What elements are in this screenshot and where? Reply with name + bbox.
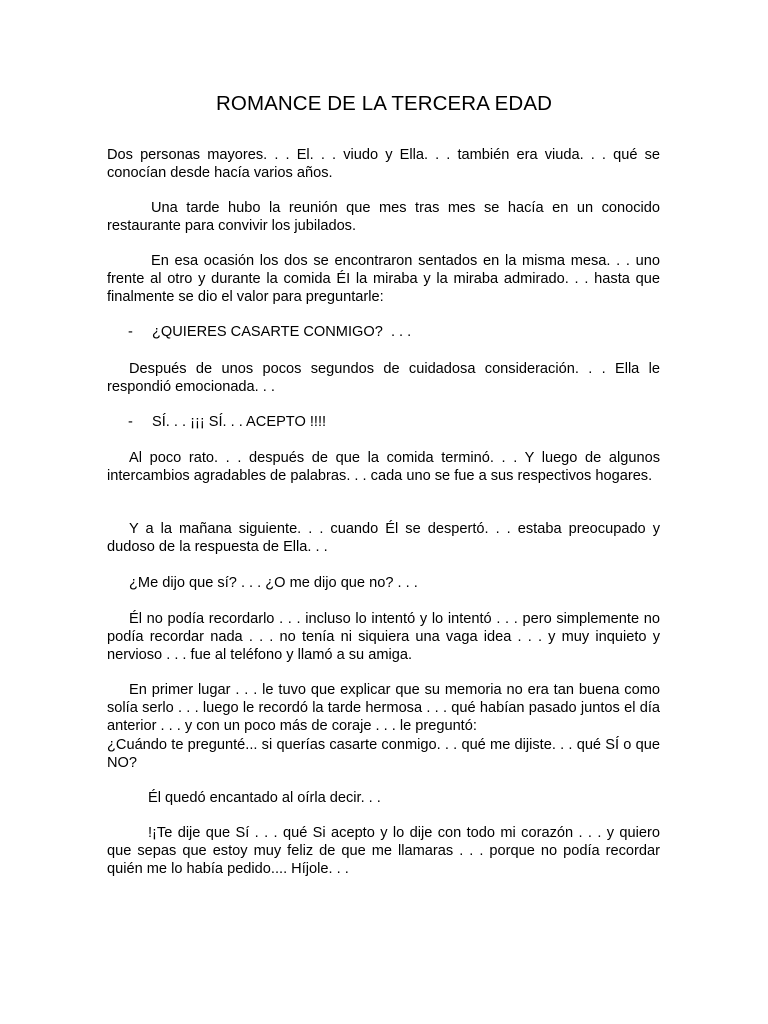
- paragraph-reunion: Una tarde hubo la reunión que mes tras mes se hacía en un conocido restaurante para convivir los jubilados.: [107, 200, 660, 235]
- dialogue-question: [128, 323, 411, 341]
- paragraph-duda: ¿Me dijo que sí? . . . ¿O me dijo que no? . . .: [129, 575, 418, 591]
- dialogue-answer: [128, 413, 326, 431]
- paragraph-encuentro: En esa ocasión los dos se encontraron sentados en la misma mesa. . . uno frente al otro y durante la comida ÉI la miraba y la miraba admirado. . . hasta que finalmente se dio el valor para preguntarle:: [107, 253, 660, 306]
- paragraph-llamada-text: En primer lugar . . . le tuvo que explicar que su memoria no era tan buena como solía serlo . . . luego le recordó la tarde hermosa . . . qué habían pasado juntos el día anterior . . . y con un poco más de coraje . . . le preguntó:: [107, 682, 660, 735]
- dialogue-dash: -: [128, 324, 133, 340]
- paragraph-intro: Dos personas mayores. . . El. . . viudo y Ella. . . también era viuda. . . qué se conocían desde hacía varios años.: [107, 147, 660, 182]
- paragraph-manana: Y a la mañana siguiente. . . cuando Él se despertó. . . estaba preocupado y dudoso de la respuesta de Ella. . .: [107, 521, 660, 556]
- dialogue-question-text: ¿QUIERES CASARTE CONMIGO? . . .: [152, 324, 412, 340]
- paragraph-llamada: [107, 681, 660, 772]
- dialogue-dash: -: [128, 414, 133, 430]
- dialogue-answer-text: SÍ. . . ¡¡¡ SÍ. . . ACEPTO !!!!: [152, 414, 327, 430]
- paragraph-respuesta: Después de unos pocos segundos de cuidadosa consideración. . . Ella le respondió emocionada. . .: [107, 361, 660, 396]
- paragraph-final: !¡Te dije que Sí . . . qué Si acepto y lo dije con todo mi corazón . . . y quiero que sepas que estoy muy feliz de que me llamaras . . . porque no podía recordar quién me lo había pedido.... Híjole. . .: [107, 825, 660, 878]
- paragraph-telefono: Él no podía recordarlo . . . incluso lo intentó y lo intentó . . . pero simplemente no podía recordar nada . . . no tenía ni siquiera una vaga idea . . . y muy inquieto y nervioso . . . fue al teléfono y llamó a su amiga.: [107, 611, 660, 664]
- paragraph-encantado: Él quedó encantado al oírla decir. . .: [148, 790, 381, 806]
- paragraph-pregunta: ¿Cuándo te pregunté... si querías casarte conmigo. . . qué me dijiste. . . qué SÍ o que NO?: [107, 736, 660, 771]
- page-title: ROMANCE DE LA TERCERA EDAD: [216, 92, 552, 115]
- paragraph-despedida: Al poco rato. . . después de que la comida terminó. . . Y luego de algunos intercambios agradables de palabras. . . cada uno se fue a sus respectivos hogares.: [107, 450, 660, 485]
